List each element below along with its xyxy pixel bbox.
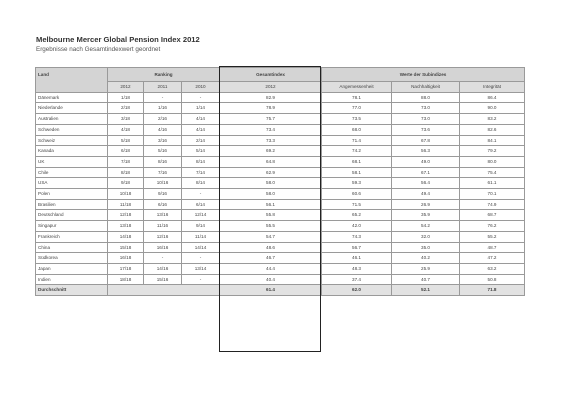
total-index-cell: 58.0 — [220, 189, 322, 200]
rank-2012-cell: 10/18 — [108, 189, 144, 200]
rank-2010-cell: 4/14 — [182, 114, 220, 125]
nachhaltigkeit-cell: 73.0 — [392, 114, 460, 125]
table-row — [36, 231, 525, 242]
rank-2011-cell: - — [144, 253, 182, 264]
average-label-cell: Durchschnitt — [36, 285, 108, 296]
total-index-cell: 55.8 — [220, 210, 322, 221]
header-year-2012: 2012 — [108, 82, 144, 93]
angemessenheit-cell: 68.0 — [322, 124, 392, 135]
rank-2011-cell: 14/16 — [144, 263, 182, 274]
nachhaltigkeit-cell: 35.9 — [392, 210, 460, 221]
rank-2012-cell: 13/18 — [108, 221, 144, 232]
rank-2010-cell: 6/14 — [182, 199, 220, 210]
rank-2012-cell: 15/18 — [108, 242, 144, 253]
nachhaltigkeit-cell: 73.0 — [392, 103, 460, 114]
nachhaltigkeit-cell: 56.4 — [392, 178, 460, 189]
total-index-cell: 75.7 — [220, 114, 322, 125]
header-nachhaltigkeit: Nachhaltigkeit — [392, 82, 460, 93]
table-row — [36, 135, 525, 146]
country-cell: Südkorea — [36, 253, 108, 264]
integritaet-cell: 84.1 — [460, 135, 525, 146]
angemessenheit-cell: 42.0 — [322, 221, 392, 232]
table-row — [36, 189, 525, 200]
angemessenheit-cell: 71.4 — [322, 135, 392, 146]
total-index-cell: 56.1 — [220, 199, 322, 210]
table-header-row-2 — [36, 82, 525, 93]
nachhaltigkeit-cell: 54.2 — [392, 221, 460, 232]
integritaet-cell: 61.1 — [460, 178, 525, 189]
nachhaltigkeit-cell: 67.8 — [392, 135, 460, 146]
country-cell: Brasilien — [36, 199, 108, 210]
table-row — [36, 242, 525, 253]
country-cell: China — [36, 242, 108, 253]
rank-2011-cell: 11/16 — [144, 221, 182, 232]
integritaet-cell: 83.2 — [460, 114, 525, 125]
rank-2010-cell: - — [182, 92, 220, 103]
rank-2010-cell: 1/14 — [182, 103, 220, 114]
rank-2010-cell: - — [182, 274, 220, 285]
country-cell: USA — [36, 178, 108, 189]
rank-2011-cell: 7/16 — [144, 167, 182, 178]
rank-2012-cell: 16/18 — [108, 253, 144, 264]
country-cell: Dänemark — [36, 92, 108, 103]
total-index-cell: 73.3 — [220, 135, 322, 146]
rank-2011-cell: 8/16 — [144, 156, 182, 167]
angemessenheit-cell: 48.3 — [322, 263, 392, 274]
total-index-cell: 54.7 — [220, 231, 322, 242]
rank-2010-cell: 7/14 — [182, 167, 220, 178]
rank-2010-cell: 5/14 — [182, 146, 220, 157]
rank-2010-cell: 8/14 — [182, 156, 220, 167]
total-index-cell: 48.6 — [220, 242, 322, 253]
angemessenheit-cell: 74.2 — [322, 146, 392, 157]
total-index-cell: 46.7 — [220, 253, 322, 264]
header-total: Gesamtindex — [220, 68, 322, 82]
angemessenheit-cell: 73.5 — [322, 114, 392, 125]
integritaet-cell: 50.8 — [460, 274, 525, 285]
nachhaltigkeit-cell: 88.0 — [392, 92, 460, 103]
table-row — [36, 103, 525, 114]
rank-2011-cell: 9/16 — [144, 189, 182, 200]
angemessenheit-cell: 74.3 — [322, 231, 392, 242]
nachhaltigkeit-cell: 25.9 — [392, 263, 460, 274]
integritaet-cell: 79.2 — [460, 146, 525, 157]
rank-2010-cell: 11/14 — [182, 231, 220, 242]
country-cell: Deutschland — [36, 210, 108, 221]
table-body — [36, 92, 525, 295]
document-title: Melbourne Mercer Global Pension Index 2012 — [36, 35, 200, 44]
total-index-cell: 40.4 — [220, 274, 322, 285]
total-index-cell: 44.4 — [220, 263, 322, 274]
integritaet-cell: 75.4 — [460, 167, 525, 178]
rank-2011-cell: 2/16 — [144, 114, 182, 125]
angemessenheit-cell: 37.4 — [322, 274, 392, 285]
table-row — [36, 210, 525, 221]
country-cell: Schweiz — [36, 135, 108, 146]
rank-2012-cell: 4/18 — [108, 124, 144, 135]
table-row — [36, 178, 525, 189]
table-row — [36, 199, 525, 210]
angemessenheit-cell: 71.5 — [322, 199, 392, 210]
rank-2012-cell: 3/18 — [108, 114, 144, 125]
angemessenheit-cell: 58.1 — [322, 167, 392, 178]
angemessenheit-cell: 65.2 — [322, 210, 392, 221]
rank-2010-cell: 9/14 — [182, 221, 220, 232]
table-header-row-1 — [36, 68, 525, 82]
country-cell: Australien — [36, 114, 108, 125]
header-angemessenheit: Angemessenheit — [322, 82, 392, 93]
total-index-cell: 55.5 — [220, 221, 322, 232]
average-nachhaltigkeit-cell: 52.1 — [392, 285, 460, 296]
angemessenheit-cell: 78.1 — [322, 92, 392, 103]
rank-2010-cell: - — [182, 253, 220, 264]
rank-2010-cell: 13/14 — [182, 263, 220, 274]
rank-2012-cell: 14/18 — [108, 231, 144, 242]
rank-2012-cell: 5/18 — [108, 135, 144, 146]
rank-2012-cell: 11/18 — [108, 199, 144, 210]
rank-2011-cell: 6/16 — [144, 199, 182, 210]
rank-2011-cell: 12/16 — [144, 231, 182, 242]
total-index-cell: 69.2 — [220, 146, 322, 157]
integritaet-cell: 80.0 — [460, 156, 525, 167]
integritaet-cell: 86.4 — [460, 92, 525, 103]
table-row — [36, 221, 525, 232]
integritaet-cell: 48.7 — [460, 242, 525, 253]
table-row — [36, 274, 525, 285]
rank-2011-cell: 15/16 — [144, 274, 182, 285]
country-cell: UK — [36, 156, 108, 167]
angemessenheit-cell: 46.1 — [322, 253, 392, 264]
header-ranking: Ranking — [108, 68, 220, 82]
header-year-2010: 2010 — [182, 82, 220, 93]
total-index-cell: 82.9 — [220, 92, 322, 103]
nachhaltigkeit-cell: 49.4 — [392, 189, 460, 200]
country-cell: Kanada — [36, 146, 108, 157]
header-year-2011: 2011 — [144, 82, 182, 93]
integritaet-cell: 74.9 — [460, 199, 525, 210]
rank-2012-cell: 7/18 — [108, 156, 144, 167]
header-integritaet: Integrität — [460, 82, 525, 93]
total-index-cell: 78.9 — [220, 103, 322, 114]
integritaet-cell: 63.2 — [460, 263, 525, 274]
rank-2011-cell: 10/16 — [144, 178, 182, 189]
rank-2010-cell: 2/14 — [182, 135, 220, 146]
integritaet-cell: 68.7 — [460, 210, 525, 221]
average-integritaet-cell: 71.8 — [460, 285, 525, 296]
header-land: Land — [36, 68, 108, 93]
angemessenheit-cell: 56.7 — [322, 242, 392, 253]
document-subtitle: Ergebnisse nach Gesamtindexwert geordnet — [36, 46, 161, 53]
country-cell: Frankreich — [36, 231, 108, 242]
table-row — [36, 263, 525, 274]
country-cell: Schweden — [36, 124, 108, 135]
integritaet-cell: 82.6 — [460, 124, 525, 135]
table-row — [36, 253, 525, 264]
table-row — [36, 156, 525, 167]
rank-2012-cell: 8/18 — [108, 167, 144, 178]
nachhaltigkeit-cell: 73.6 — [392, 124, 460, 135]
rank-2011-cell: 16/16 — [144, 242, 182, 253]
rank-2012-cell: 17/18 — [108, 263, 144, 274]
average-angemessenheit-cell: 62.0 — [322, 285, 392, 296]
rank-2010-cell: 14/14 — [182, 242, 220, 253]
nachhaltigkeit-cell: 32.0 — [392, 231, 460, 242]
rank-2012-cell: 12/18 — [108, 210, 144, 221]
table-row — [36, 114, 525, 125]
integritaet-cell: 55.2 — [460, 231, 525, 242]
integritaet-cell: 76.2 — [460, 221, 525, 232]
angemessenheit-cell: 59.3 — [322, 178, 392, 189]
header-subindex: Werte der Subindizes — [322, 68, 525, 82]
angemessenheit-cell: 68.1 — [322, 156, 392, 167]
average-rank-cell — [108, 285, 220, 296]
country-cell: Niederlande — [36, 103, 108, 114]
angemessenheit-cell: 60.6 — [322, 189, 392, 200]
country-cell: Chile — [36, 167, 108, 178]
rank-2011-cell: - — [144, 92, 182, 103]
total-index-cell: 62.9 — [220, 167, 322, 178]
rank-2011-cell: 1/16 — [144, 103, 182, 114]
pension-index-table — [35, 67, 525, 296]
total-index-cell: 58.0 — [220, 178, 322, 189]
rank-2010-cell: 4/14 — [182, 124, 220, 135]
header-total-year: 2012 — [220, 82, 322, 93]
nachhaltigkeit-cell: 35.0 — [392, 242, 460, 253]
nachhaltigkeit-cell: 40.7 — [392, 274, 460, 285]
country-cell: Japan — [36, 263, 108, 274]
integritaet-cell: 47.2 — [460, 253, 525, 264]
rank-2011-cell: 13/16 — [144, 210, 182, 221]
angemessenheit-cell: 77.0 — [322, 103, 392, 114]
nachhaltigkeit-cell: 67.1 — [392, 167, 460, 178]
country-cell: Indien — [36, 274, 108, 285]
table-row-average — [36, 285, 525, 296]
table-row — [36, 146, 525, 157]
total-index-cell: 73.4 — [220, 124, 322, 135]
rank-2012-cell: 9/18 — [108, 178, 144, 189]
nachhaltigkeit-cell: 26.9 — [392, 199, 460, 210]
total-index-cell: 64.8 — [220, 156, 322, 167]
rank-2011-cell: 3/16 — [144, 135, 182, 146]
rank-2010-cell: 12/14 — [182, 210, 220, 221]
table-row — [36, 124, 525, 135]
rank-2011-cell: 5/16 — [144, 146, 182, 157]
nachhaltigkeit-cell: 40.2 — [392, 253, 460, 264]
country-cell: Singapur — [36, 221, 108, 232]
table-row — [36, 92, 525, 103]
nachhaltigkeit-cell: 49.0 — [392, 156, 460, 167]
country-cell: Polen — [36, 189, 108, 200]
rank-2012-cell: 18/18 — [108, 274, 144, 285]
rank-2010-cell: 8/14 — [182, 178, 220, 189]
integritaet-cell: 70.1 — [460, 189, 525, 200]
rank-2012-cell: 6/18 — [108, 146, 144, 157]
rank-2011-cell: 4/16 — [144, 124, 182, 135]
nachhaltigkeit-cell: 56.3 — [392, 146, 460, 157]
rank-2010-cell: - — [182, 189, 220, 200]
table-row — [36, 167, 525, 178]
integritaet-cell: 90.0 — [460, 103, 525, 114]
rank-2012-cell: 1/18 — [108, 92, 144, 103]
rank-2012-cell: 2/18 — [108, 103, 144, 114]
average-total-cell: 61.4 — [220, 285, 322, 296]
